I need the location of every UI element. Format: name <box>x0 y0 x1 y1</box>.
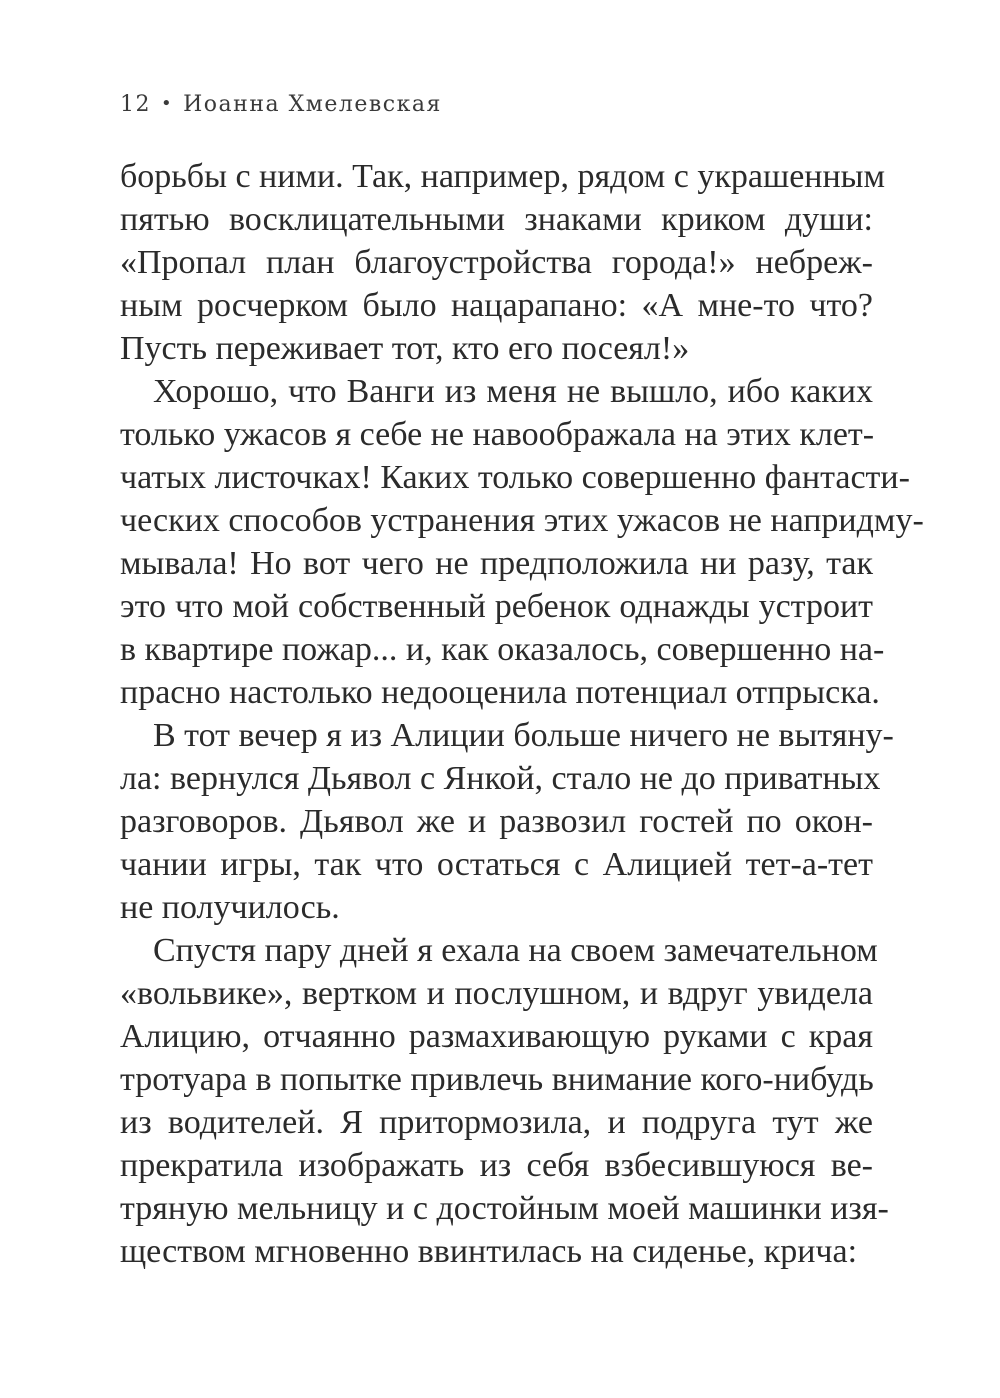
text-line: «вольвике», вертком и послушном, и вдруг увидела <box>120 975 873 1012</box>
text-line: мывала! Но вот чего не предположила ни разу, так <box>120 545 873 582</box>
header-separator: • <box>161 93 174 114</box>
text-line: «Пропал план благоустройства города!» небреж- <box>120 244 873 281</box>
author-name: Иоанна Хмелевская <box>183 92 442 117</box>
text-line: ществом мгновенно ввинтилась на сиденье, крича: <box>120 1233 858 1270</box>
paragraph-2 <box>120 370 924 714</box>
text-line: ным росчерком было нацарапано: «А мне-то что? <box>120 287 873 324</box>
paragraph-4 <box>120 929 889 1273</box>
running-header <box>120 92 442 117</box>
text-line: ла: вернулся Дьявол с Янкой, стало не до приватных <box>120 760 881 797</box>
text-line: тряную мельницу и с достойным моей машинки изя- <box>120 1190 889 1227</box>
text-line: чании игры, так что остаться с Алицией тет-а-тет <box>120 846 873 883</box>
text-line: в квартире пожар... и, как оказалось, совершенно на- <box>120 631 885 668</box>
text-line: прасно настолько недооценила потенциал отпрыска. <box>120 674 880 711</box>
text-line: пятью восклицательными знаками криком души: <box>120 201 873 238</box>
text-line: только ужасов я себе не навоображала на этих клет- <box>120 416 875 453</box>
text-line: В тот вечер я из Алиции больше ничего не вытяну- <box>153 717 894 754</box>
text-line: тротуара в попытке привлечь внимание кого-нибудь <box>120 1061 874 1098</box>
text-line: Пусть переживает тот, кто его посеял!» <box>120 330 690 367</box>
paragraph-3 <box>120 714 894 929</box>
text-line: борьбы с ними. Так, например, рядом с украшенным <box>120 158 886 195</box>
text-line: Алицию, отчаянно размахивающую руками с края <box>120 1018 873 1055</box>
text-line: это что мой собственный ребенок однажды устроит <box>120 588 873 625</box>
body-text <box>120 155 924 1273</box>
page-number: 12 <box>120 92 151 117</box>
text-line: из водителей. Я притормозила, и подруга тут же <box>120 1104 873 1141</box>
text-line: Хорошо, что Ванги из меня не вышло, ибо каких <box>153 373 873 410</box>
text-line: разговоров. Дьявол же и развозил гостей по окон- <box>120 803 873 840</box>
text-line: чатых листочках! Каких только совершенно фантасти- <box>120 459 910 496</box>
text-line: не получилось. <box>120 889 340 926</box>
text-line: ческих способов устранения этих ужасов не напридму- <box>120 502 924 539</box>
text-line: Спустя пару дней я ехала на своем замечательном <box>153 932 878 969</box>
text-line: прекратила изображать из себя взбесившуюся ве- <box>120 1147 873 1184</box>
paragraph-1 <box>120 155 886 370</box>
